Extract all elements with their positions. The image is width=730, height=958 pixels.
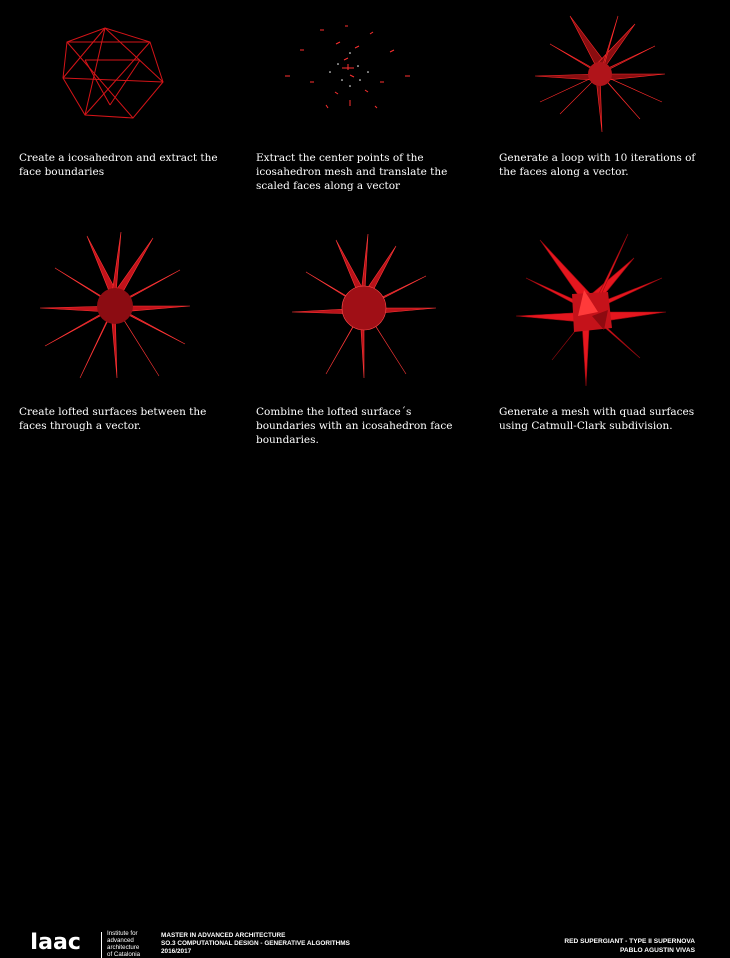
footer <box>0 460 730 958</box>
institute-line-1: Institute for <box>107 930 138 937</box>
course-info <box>161 932 350 956</box>
course-subject: SO.3 COMPUTATIONAL DESIGN - GENERATIVE ALGORITHMS <box>161 940 350 947</box>
center-points-figure <box>280 20 420 115</box>
institute-line-4: of Catalonia <box>107 951 141 958</box>
catmull-clark-mesh-figure <box>512 232 672 390</box>
lofted-surfaces-figure <box>35 228 195 383</box>
loop-iterations-figure <box>530 14 670 134</box>
logo-divider <box>101 932 102 958</box>
course-year: 2016/2017 <box>161 948 192 955</box>
institute-name <box>107 930 161 958</box>
panel-5-caption: Combine the lofted surface´s boundaries with an icosahedron face boundaries. <box>256 406 453 446</box>
panel-4-caption: Create lofted surfaces between the faces through a vector. <box>19 406 207 432</box>
institute-line-2: advanced <box>107 937 134 944</box>
project-title: RED SUPERGIANT - TYPE II SUPERNOVA <box>564 938 695 945</box>
panel-2-caption: Extract the center points of the icosahedron mesh and translate the scaled faces along a vector <box>256 152 448 192</box>
course-title: MASTER IN ADVANCED ARCHITECTURE <box>161 932 286 939</box>
panel-6-caption: Generate a mesh with quad surfaces using Catmull-Clark subdivision. <box>499 406 695 432</box>
combined-boundaries-figure <box>288 232 440 382</box>
panel-3-caption: Generate a loop with 10 iterations of the faces along a vector. <box>499 152 696 178</box>
project-credits <box>564 937 695 955</box>
panel-1-caption: Create a icosahedron and extract the face boundaries <box>19 152 218 178</box>
iaac-logo: Iaac <box>30 930 81 955</box>
author-name: PABLO AGUSTIN VIVAS <box>620 947 695 954</box>
icosahedron-wireframe-figure <box>55 20 170 125</box>
institute-line-3: architecture <box>107 944 140 951</box>
